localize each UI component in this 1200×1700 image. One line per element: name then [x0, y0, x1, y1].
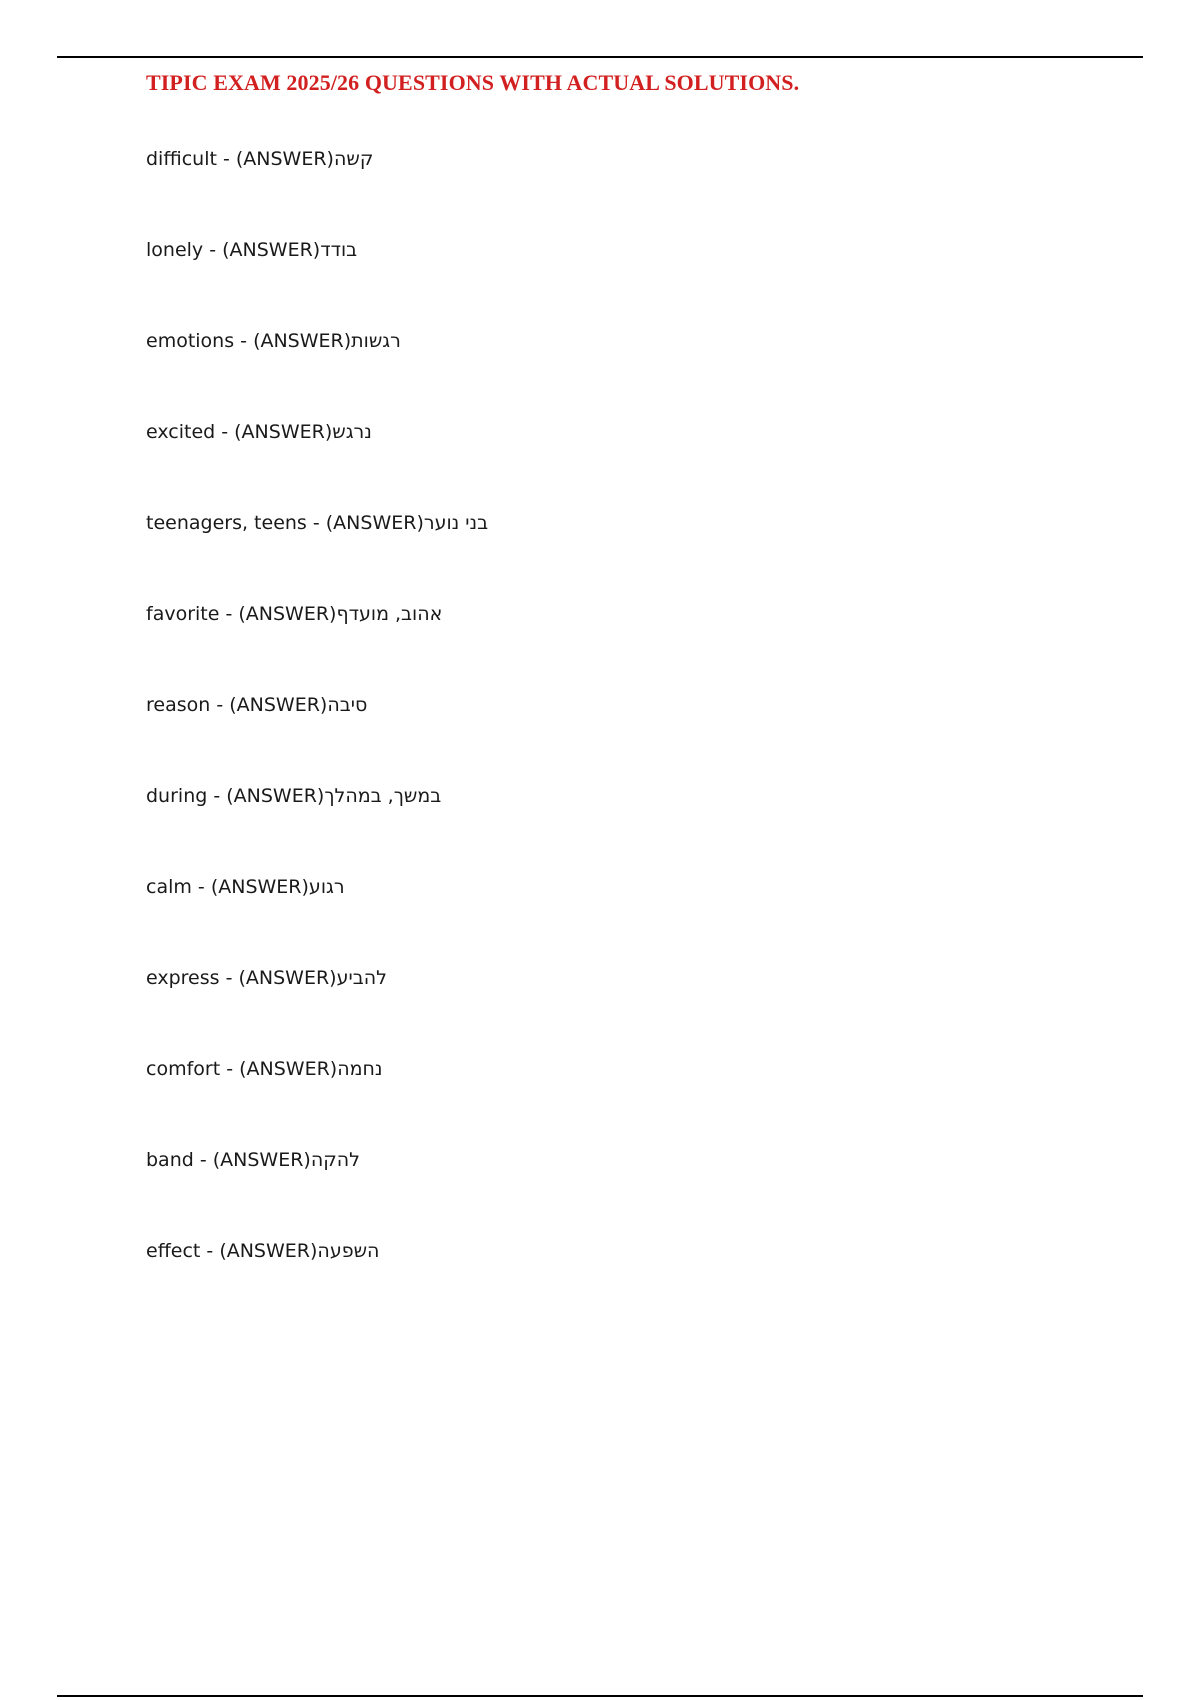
qa-term: calm — [146, 876, 192, 898]
qa-answer: השפעה — [317, 1240, 380, 1262]
qa-answer-marker: (ANSWER) — [235, 148, 334, 170]
qa-item — [146, 327, 488, 418]
qa-separator: - — [215, 421, 235, 443]
qa-term: effect — [146, 1240, 201, 1262]
qa-term: express — [146, 967, 220, 989]
qa-answer-marker: (ANSWER) — [239, 1058, 338, 1080]
qa-separator: - — [203, 239, 223, 261]
footer-rule — [57, 1695, 1143, 1697]
header-rule — [57, 56, 1143, 58]
qa-item — [146, 964, 488, 1055]
qa-answer-marker: (ANSWER) — [238, 967, 337, 989]
qa-answer-marker: (ANSWER) — [253, 330, 352, 352]
qa-term: comfort — [146, 1058, 221, 1080]
qa-item — [146, 145, 488, 236]
qa-answer: להביע — [336, 967, 387, 989]
qa-separator: - — [207, 785, 227, 807]
qa-answer: רגשות — [351, 330, 401, 352]
qa-item — [146, 873, 488, 964]
qa-item — [146, 600, 488, 691]
qa-answer: בני נוער — [423, 512, 489, 534]
qa-separator: - — [306, 512, 326, 534]
qa-term: favorite — [146, 603, 220, 625]
qa-item — [146, 236, 488, 327]
qa-answer-marker: (ANSWER) — [219, 1240, 318, 1262]
qa-item — [146, 509, 488, 600]
qa-item — [146, 1146, 488, 1237]
document-title: TIPIC EXAM 2025/26 QUESTIONS WITH ACTUAL SOLUTIONS. — [146, 70, 800, 95]
qa-separator: - — [219, 967, 239, 989]
qa-term: emotions — [146, 330, 235, 352]
qa-answer-marker: (ANSWER) — [229, 694, 328, 716]
qa-separator: - — [220, 1058, 240, 1080]
qa-answer: רגוע — [308, 876, 345, 898]
qa-answer: בודד — [320, 239, 358, 261]
qa-separator: - — [210, 694, 230, 716]
qa-term: lonely — [146, 239, 204, 261]
qa-separator: - — [216, 148, 236, 170]
qa-separator: - — [200, 1240, 220, 1262]
qa-answer-marker: (ANSWER) — [210, 876, 309, 898]
qa-answer-marker: (ANSWER) — [226, 785, 325, 807]
qa-answer-marker: (ANSWER) — [325, 512, 424, 534]
qa-answer: נרגש — [332, 421, 372, 443]
qa-answer: קשה — [333, 148, 374, 170]
qa-answer: להקה — [310, 1149, 360, 1171]
qa-answer: במשך, במהלך — [324, 785, 442, 807]
qa-answer-marker: (ANSWER) — [222, 239, 321, 261]
qa-term: difficult — [146, 148, 217, 170]
qa-separator: - — [191, 876, 211, 898]
qa-separator: - — [193, 1149, 213, 1171]
qa-term: band — [146, 1149, 194, 1171]
qa-term: during — [146, 785, 208, 807]
qa-separator: - — [219, 603, 239, 625]
qa-term: excited — [146, 421, 216, 443]
qa-answer-marker: (ANSWER) — [212, 1149, 311, 1171]
qa-answer: סיבה — [327, 694, 368, 716]
qa-answer: אהוב, מועדף — [336, 603, 443, 625]
qa-term: teenagers, teens — [146, 512, 307, 534]
qa-answer-marker: (ANSWER) — [234, 421, 333, 443]
qa-item — [146, 1237, 488, 1328]
qa-item — [146, 782, 488, 873]
qa-item — [146, 1055, 488, 1146]
qa-list — [146, 145, 488, 1328]
qa-answer-marker: (ANSWER) — [238, 603, 337, 625]
qa-answer: נחמה — [337, 1058, 383, 1080]
qa-item — [146, 691, 488, 782]
qa-item — [146, 418, 488, 509]
qa-term: reason — [146, 694, 211, 716]
qa-separator: - — [234, 330, 254, 352]
